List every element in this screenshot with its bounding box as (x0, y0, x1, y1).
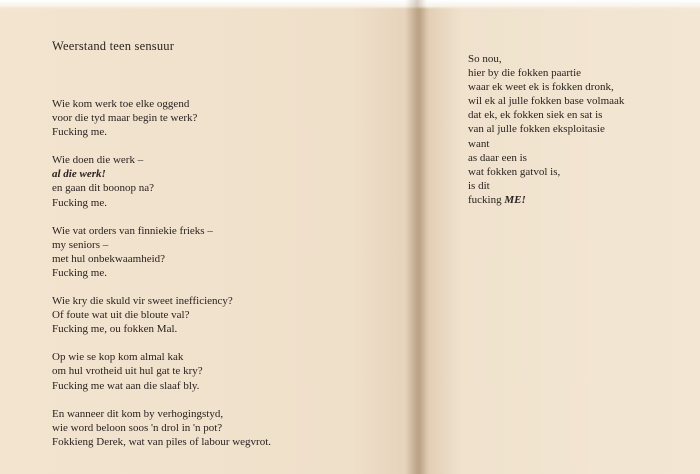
poem-line: met hul onbekwaamheid? (52, 252, 166, 265)
poem-line: dat ek, ek fokken siek en sat is (468, 109, 603, 122)
stanza-3 (52, 224, 271, 280)
poem-line: om hul vrotheid uit hul gat te kry? (52, 365, 203, 378)
right-stanza (468, 52, 624, 207)
poem-line: En wanneer dit kom by verhogingstyd, (52, 407, 224, 420)
poem-line: Of foute wat uit die bloute val? (52, 309, 190, 322)
poem-line: wat fokken gatvol is, (468, 165, 561, 178)
poem-line: Fucking me, ou fokken Mal. (52, 323, 178, 336)
poem-line: my seniors – (52, 238, 109, 251)
stanza-1 (52, 97, 271, 139)
poem-line: van al julle fokken eksploitasie (468, 123, 605, 136)
poem-line: Fucking me. (52, 266, 107, 279)
left-stanzas (52, 97, 271, 463)
poem-line: Fokkieng Derek, wat van piles of labour wegvrot. (52, 435, 272, 448)
stanza-6 (52, 407, 271, 449)
poem-line: So nou, (468, 53, 502, 65)
final-line-prefix: fucking (468, 193, 505, 206)
poem-line: waar ek weet ek is fokken dronk, (468, 81, 614, 94)
poem-line: Wie kry die skuld vir sweet inefficiency? (52, 295, 233, 308)
poem-line: Wie vat orders van finniekie frieks – (52, 224, 213, 237)
poem-line: Fucking me. (52, 126, 107, 139)
poem-line: is dit (468, 179, 490, 192)
poem-line: en gaan dit boonop na? (52, 182, 155, 195)
poem-final-line (468, 193, 624, 207)
final-line-emphasis: ME! (504, 193, 526, 206)
stanza-4 (52, 294, 271, 336)
right-page (420, 0, 700, 474)
stanza-5 (52, 350, 271, 392)
poem-line: Wie doen die werk – (52, 154, 144, 167)
poem-line: wie word beloon soos 'n drol in 'n pot? (52, 421, 223, 434)
poem-line-emphasis: al die werk! (52, 168, 106, 181)
poem-title: Weerstand teen sensuur (52, 39, 175, 53)
poem-line: hier by die fokken paartie (468, 67, 582, 80)
poem-line: wil ek al julle fokken base volmaak (468, 95, 625, 108)
poem-line: Wie kom werk toe elke oggend (52, 98, 190, 110)
stanza-2 (52, 153, 271, 209)
poem-line: want (468, 137, 490, 150)
poem-line: as daar een is (468, 151, 527, 164)
poem-line: voor die tyd maar begin te werk? (52, 112, 198, 125)
poem-line: Fucking me wat aan die slaaf bly. (52, 379, 200, 392)
poem-line: Op wie se kop kom almal kak (52, 351, 184, 364)
poem-line: Fucking me. (52, 196, 107, 209)
